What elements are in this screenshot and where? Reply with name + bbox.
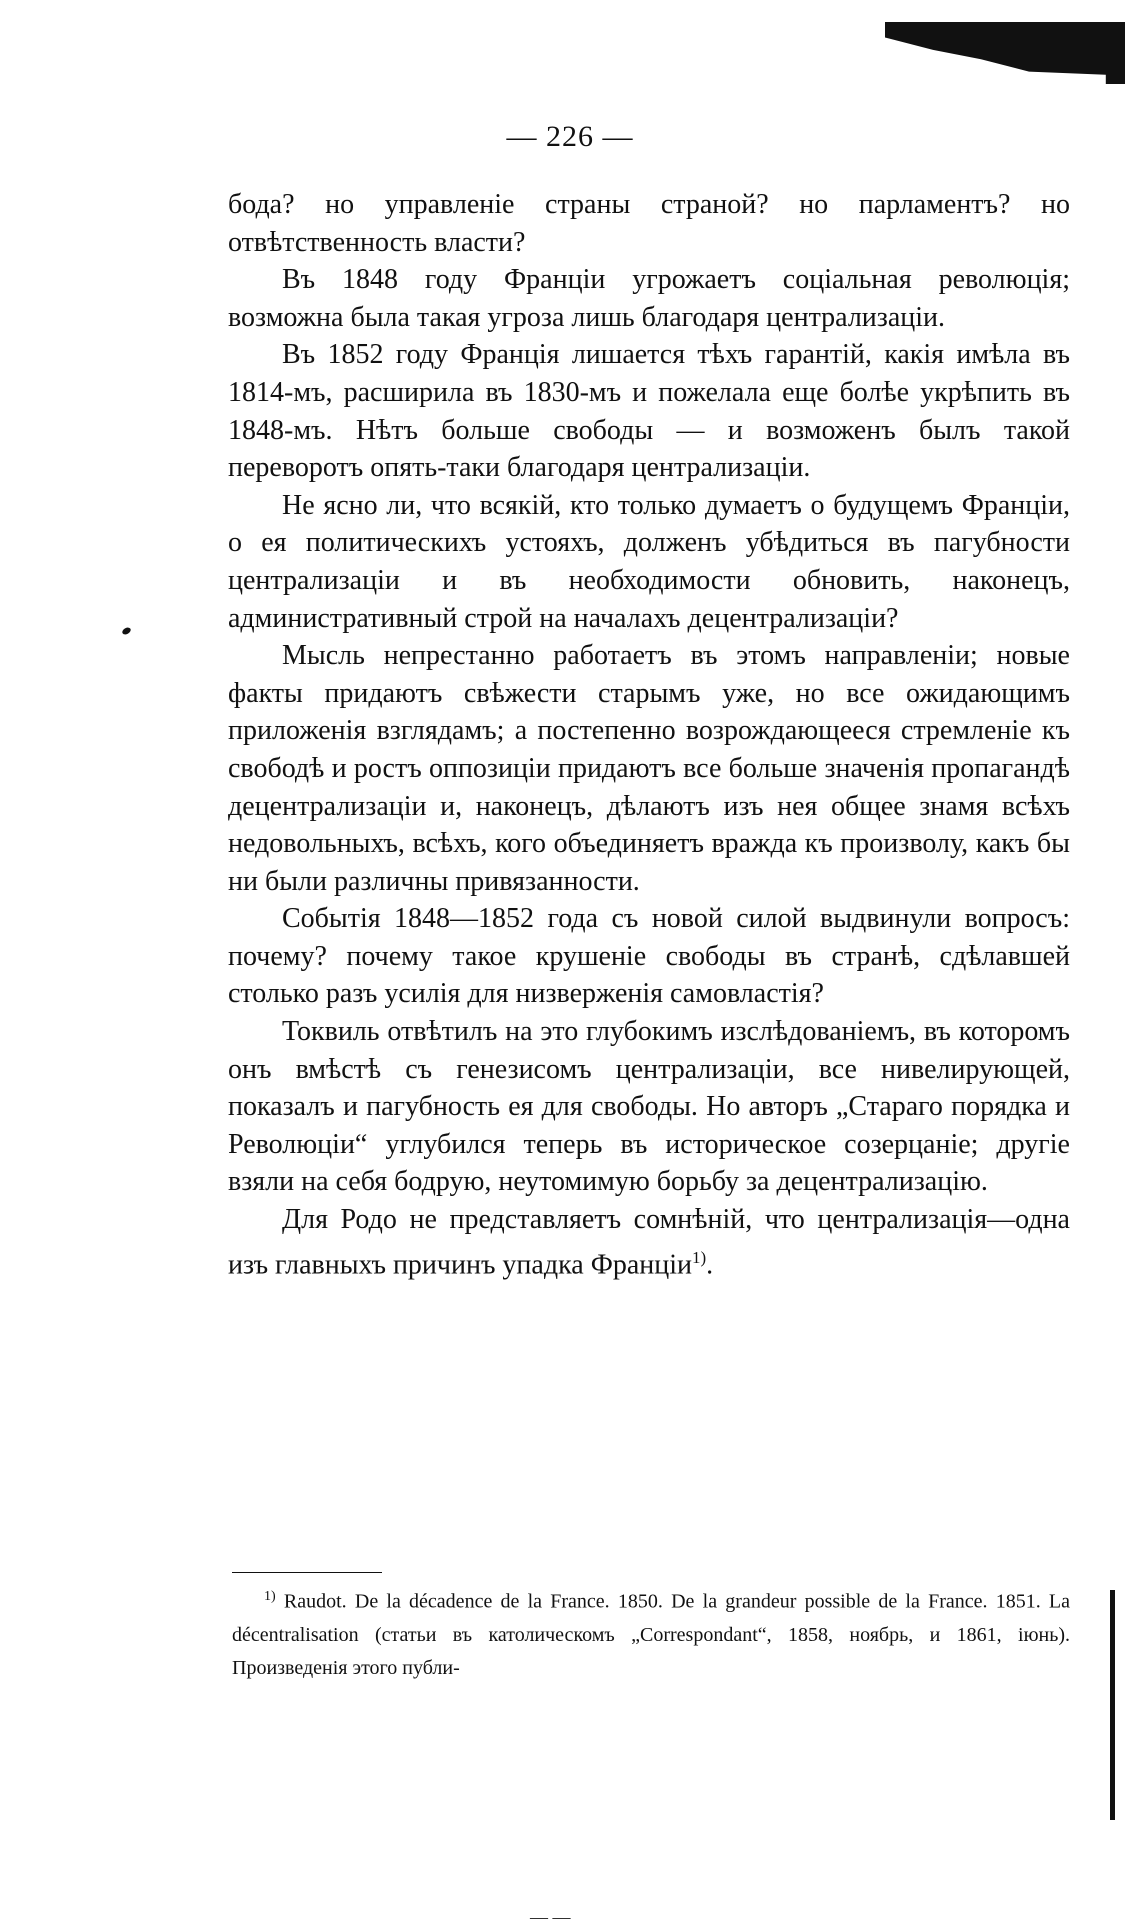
footnote: [232, 1580, 1070, 1685]
scan-edge-mark: [885, 22, 1125, 84]
ink-speck: [121, 626, 132, 636]
paragraph: Въ 1852 году Франція лишается тѣхъ гарантій, какія имѣла въ 1814-мъ, расширила въ 1830-мъ и пожелала еще болѣе укрѣпить въ 1848-мъ. Нѣтъ больше свободы — и возможенъ былъ такой переворотъ опять-таки благодаря централизаціи.: [228, 339, 1070, 484]
page-number: — 226 —: [506, 120, 634, 153]
bottom-dashes: — —: [530, 1907, 571, 1927]
scan-edge-line: [1110, 1590, 1115, 1820]
paragraph: бода? но управленіе страны страной? но парламентъ? но отвѣтственность власти?: [228, 189, 1070, 258]
paragraph: Не ясно ли, что всякій, кто только думаетъ о будущемъ Франціи, о ея политическихъ устояхъ, долженъ убѣдиться въ пагубности централизаціи и въ необходимости обновить, наконецъ, административный строй на началахъ децентрализаціи?: [228, 489, 1070, 634]
paragraph-last: Для Родо не представляетъ сомнѣній, что централизація—одна изъ главныхъ причинъ упадка Франціи$^{1)}$.: [228, 1204, 1070, 1280]
footnote-rule: [232, 1572, 382, 1573]
paragraph-text: Для Родо не представляетъ сомнѣній, что централизація—одна изъ главныхъ причинъ упадка Франціи: [228, 1204, 1070, 1280]
footnote-marker: 1): [264, 1589, 276, 1604]
footnote-text: Raudot. De la décadence de la France. 1850. De la grandeur possible de la France. 1851. La décentralisation (статьи въ католическомъ „Correspondant“, 1858, ноябрь, и 1861, іюнь). Произведенія этого публи-: [232, 1590, 1071, 1679]
paragraph: Токвиль отвѣтилъ на это глубокимъ изслѣдованіемъ, въ которомъ онъ вмѣстѣ съ генезисомъ централизаціи, все нивелирующей, показалъ и пагубность ея для свободы. Но авторъ „Стараго порядка и Революціи“ углубился теперь въ историческое созерцаніе; другіе взяли на себя бодрую, неутомимую борьбу за децентрализацію.: [228, 1016, 1070, 1198]
paragraph: Въ 1848 году Франціи угрожаетъ соціальная революція; возможна была такая угроза лишь благодаря централизаціи.: [228, 264, 1070, 333]
footnote-reference: 1): [691, 1247, 707, 1267]
main-text: [228, 186, 1070, 1284]
paragraph: Мысль непрестанно работаетъ въ этомъ направленіи; новые факты придаютъ свѣжести старымъ уже, но все ожидающимъ приложенія взглядамъ; а постепенно возрождающееся стремленіе къ свободѣ и ростъ оппозиціи придаютъ все больше значенія пропагандѣ децентрализаціи и, наконецъ, дѣлаютъ изъ нея общее знамя всѣхъ недовольныхъ, всѣхъ, кого объединяетъ вражда къ произволу, какъ бы ни были различны привязанности.: [228, 640, 1070, 897]
paragraph: Событія 1848—1852 года съ новой силой выдвинули вопросъ: почему? почему такое крушеніе свободы въ странѣ, сдѣлавшей столько разъ усилія для низверженія самовластія?: [228, 903, 1070, 1010]
